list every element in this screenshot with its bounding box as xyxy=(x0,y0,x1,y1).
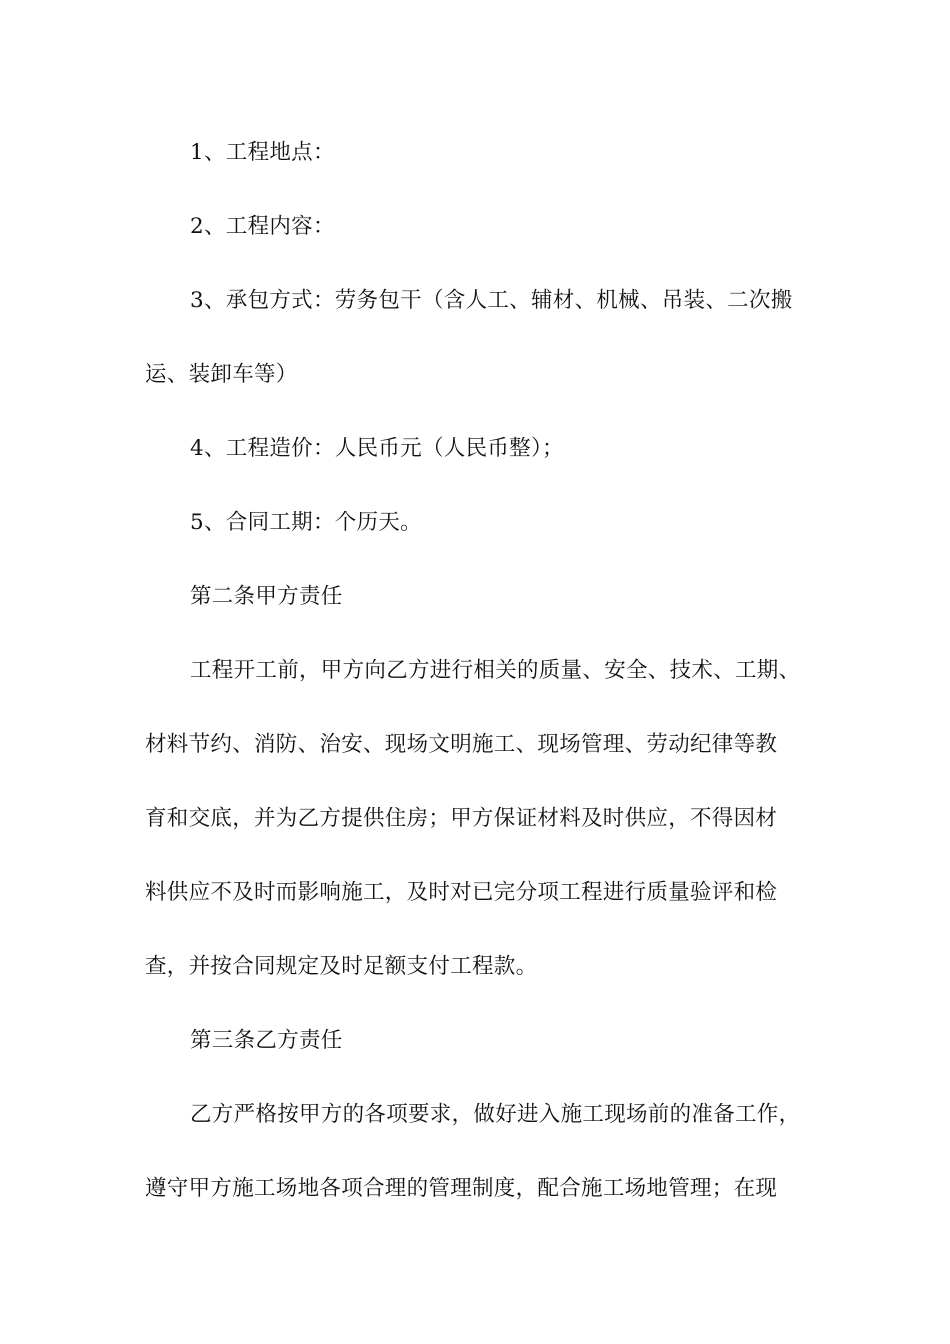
party-a-paragraph-line: 材料节约、消防、治安、现场文明施工、现场管理、劳动纪律等教 xyxy=(145,732,778,757)
item-project-content: 2、工程内容： xyxy=(190,214,335,239)
party-a-paragraph-line: 查，并按合同规定及时足额支付工程款。 xyxy=(145,954,538,979)
party-a-paragraph-line: 料供应不及时而影响施工，及时对已完分项工程进行质量验评和检 xyxy=(145,880,778,905)
item-project-location: 1、工程地点： xyxy=(190,140,335,165)
article-three-heading: 第三条乙方责任 xyxy=(190,1028,343,1053)
item-contract-method-cont: 运、装卸车等） xyxy=(145,362,298,387)
party-a-paragraph-line: 工程开工前，甲方向乙方进行相关的质量、安全、技术、工期、 xyxy=(190,658,801,683)
item-project-cost: 4、工程造价：人民币元（人民币整）； xyxy=(190,436,564,461)
party-b-paragraph-line: 乙方严格按甲方的各项要求，做好进入施工现场前的准备工作， xyxy=(190,1102,801,1127)
item-contract-method: 3、承包方式：劳务包干（含人工、辅材、机械、吊装、二次搬 xyxy=(190,288,793,313)
party-a-paragraph-line: 育和交底，并为乙方提供住房；甲方保证材料及时供应，不得因材 xyxy=(145,806,778,831)
party-b-paragraph-line: 遵守甲方施工场地各项合理的管理制度，配合施工场地管理；在现 xyxy=(145,1176,778,1201)
article-two-heading: 第二条甲方责任 xyxy=(190,584,343,609)
item-contract-period: 5、合同工期：个历天。 xyxy=(190,510,422,535)
